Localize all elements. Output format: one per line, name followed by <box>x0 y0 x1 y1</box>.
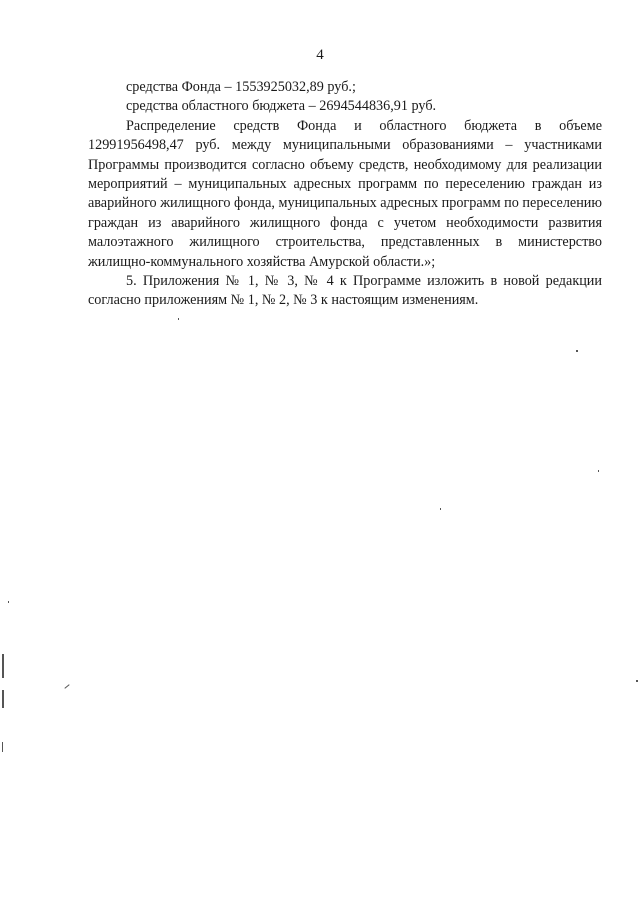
scan-mark <box>64 684 69 689</box>
scan-mark <box>440 508 441 510</box>
scan-mark <box>8 601 9 603</box>
document-body <box>88 78 602 311</box>
regional-budget-line: средства областного бюджета – 2694544836,91 руб. <box>126 98 437 115</box>
distribution-paragraph: Распределение средств Фонда и областного бюджета в объеме 12991956498,47 руб. между муниципальными образованиями – участниками Программы производится согласно объему средств, необходимому для реализации мероприятий – муниципальных адресных программ по переселению граждан из аварийного жилищного фонда, муниципальных адресных программ по переселению граждан из аварийного жилищного фонда с учетом необходимости развития малоэтажного жилищного строительства, представленных в министерство жилищно-коммунального хозяйства Амурской области.»; <box>88 117 602 270</box>
fund-funds-line: средства Фонда – 1553925032,89 руб.; <box>126 79 356 95</box>
page-number: 4 <box>316 47 324 63</box>
scan-mark <box>2 654 4 678</box>
scan-mark <box>2 742 3 752</box>
scan-mark <box>576 350 578 352</box>
scan-mark <box>598 470 599 472</box>
scan-mark <box>636 680 638 682</box>
appendices-paragraph: 5. Приложения № 1, № 3, № 4 к Программе изложить в новой редакции согласно приложениям № 1, № 2, № 3 к настоящим изменениям. <box>88 273 602 309</box>
scan-mark <box>2 690 4 708</box>
scan-mark <box>178 318 179 320</box>
